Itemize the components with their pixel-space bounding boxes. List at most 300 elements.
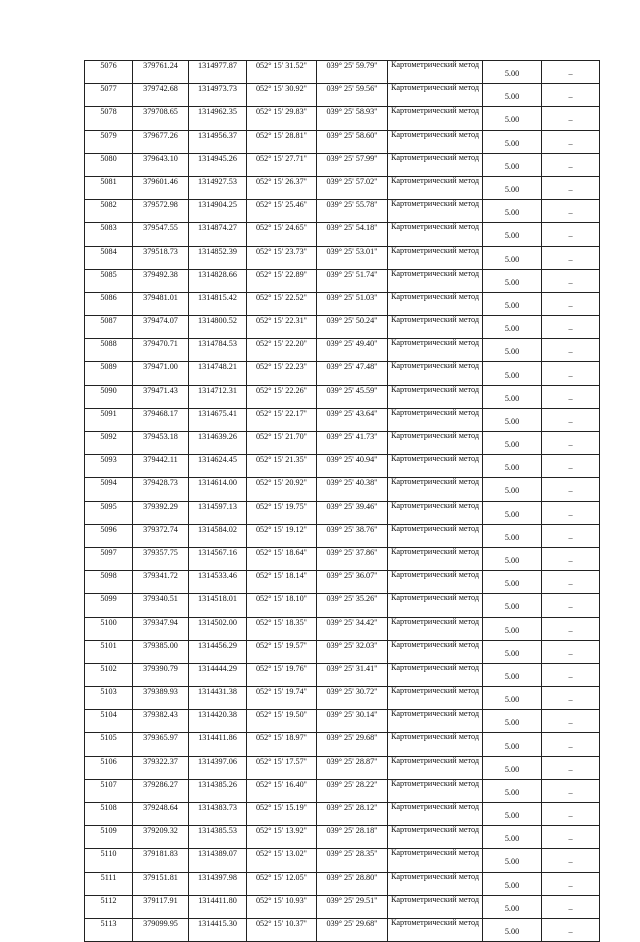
latitude-cell: 052° 15' 27.71"	[247, 153, 317, 176]
method-cell: Картометрический метод	[388, 617, 483, 640]
coord-x-cell: 379453.18	[133, 432, 189, 455]
latitude-cell: 052° 15' 19.57"	[247, 640, 317, 663]
longitude-cell: 039° 25' 32.03"	[317, 640, 388, 663]
accuracy-cell: 5.00	[483, 223, 542, 246]
method-cell: Картометрический метод	[388, 849, 483, 872]
note-cell: –	[542, 292, 600, 315]
coord-x-cell: 379347.94	[133, 617, 189, 640]
table-row	[85, 200, 600, 223]
coord-x-cell: 379099.95	[133, 918, 189, 941]
coordinates-table	[84, 60, 600, 942]
coord-x-cell: 379481.01	[133, 292, 189, 315]
table-row	[85, 733, 600, 756]
table-row	[85, 362, 600, 385]
table-row	[85, 478, 600, 501]
latitude-cell: 052° 15' 22.26"	[247, 385, 317, 408]
latitude-cell: 052° 15' 19.12"	[247, 524, 317, 547]
method-cell: Картометрический метод	[388, 687, 483, 710]
coord-x-cell: 379601.46	[133, 176, 189, 199]
accuracy-cell: 5.00	[483, 547, 542, 570]
method-cell: Картометрический метод	[388, 223, 483, 246]
coord-x-cell: 379471.00	[133, 362, 189, 385]
latitude-cell: 052° 15' 29.83"	[247, 107, 317, 130]
point-number-cell: 5112	[85, 895, 133, 918]
accuracy-cell: 5.00	[483, 779, 542, 802]
accuracy-cell: 5.00	[483, 640, 542, 663]
coord-x-cell: 379677.26	[133, 130, 189, 153]
longitude-cell: 039° 25' 58.60"	[317, 130, 388, 153]
note-cell: –	[542, 362, 600, 385]
accuracy-cell: 5.00	[483, 200, 542, 223]
coord-x-cell: 379340.51	[133, 594, 189, 617]
point-number-cell: 5111	[85, 872, 133, 895]
note-cell: –	[542, 455, 600, 478]
accuracy-cell: 5.00	[483, 84, 542, 107]
coord-y-cell: 1314904.25	[189, 200, 247, 223]
accuracy-cell: 5.00	[483, 455, 542, 478]
accuracy-cell: 5.00	[483, 524, 542, 547]
table-row	[85, 153, 600, 176]
point-number-cell: 5083	[85, 223, 133, 246]
point-number-cell: 5110	[85, 849, 133, 872]
latitude-cell: 052° 15' 18.64"	[247, 547, 317, 570]
longitude-cell: 039° 25' 58.93"	[317, 107, 388, 130]
method-cell: Картометрический метод	[388, 153, 483, 176]
method-cell: Картометрический метод	[388, 269, 483, 292]
coord-y-cell: 1314852.39	[189, 246, 247, 269]
method-cell: Картометрический метод	[388, 779, 483, 802]
latitude-cell: 052° 15' 17.57"	[247, 756, 317, 779]
table-row	[85, 756, 600, 779]
coord-x-cell: 379518.73	[133, 246, 189, 269]
accuracy-cell: 5.00	[483, 501, 542, 524]
method-cell: Картометрический метод	[388, 408, 483, 431]
latitude-cell: 052° 15' 10.93"	[247, 895, 317, 918]
table-row	[85, 223, 600, 246]
longitude-cell: 039° 25' 50.24"	[317, 316, 388, 339]
coord-x-cell: 379248.64	[133, 803, 189, 826]
note-cell: –	[542, 687, 600, 710]
note-cell: –	[542, 478, 600, 501]
coord-x-cell: 379390.79	[133, 663, 189, 686]
latitude-cell: 052° 15' 12.05"	[247, 872, 317, 895]
note-cell: –	[542, 733, 600, 756]
note-cell: –	[542, 501, 600, 524]
method-cell: Картометрический метод	[388, 803, 483, 826]
accuracy-cell: 5.00	[483, 176, 542, 199]
latitude-cell: 052° 15' 19.74"	[247, 687, 317, 710]
accuracy-cell: 5.00	[483, 153, 542, 176]
coord-y-cell: 1314431.38	[189, 687, 247, 710]
point-number-cell: 5081	[85, 176, 133, 199]
latitude-cell: 052° 15' 19.50"	[247, 710, 317, 733]
table-row	[85, 316, 600, 339]
table-row	[85, 918, 600, 941]
note-cell: –	[542, 223, 600, 246]
note-cell: –	[542, 710, 600, 733]
note-cell: –	[542, 176, 600, 199]
accuracy-cell: 5.00	[483, 918, 542, 941]
latitude-cell: 052° 15' 19.75"	[247, 501, 317, 524]
coord-y-cell: 1314828.66	[189, 269, 247, 292]
coord-y-cell: 1314748.21	[189, 362, 247, 385]
coord-y-cell: 1314397.98	[189, 872, 247, 895]
point-number-cell: 5109	[85, 826, 133, 849]
point-number-cell: 5088	[85, 339, 133, 362]
coord-y-cell: 1314927.53	[189, 176, 247, 199]
latitude-cell: 052° 15' 21.70"	[247, 432, 317, 455]
coord-y-cell: 1314874.27	[189, 223, 247, 246]
coord-y-cell: 1314639.26	[189, 432, 247, 455]
latitude-cell: 052° 15' 22.52"	[247, 292, 317, 315]
table-row	[85, 849, 600, 872]
table-row	[85, 432, 600, 455]
method-cell: Картометрический метод	[388, 176, 483, 199]
longitude-cell: 039° 25' 28.22"	[317, 779, 388, 802]
point-number-cell: 5085	[85, 269, 133, 292]
latitude-cell: 052° 15' 18.10"	[247, 594, 317, 617]
table-row	[85, 292, 600, 315]
accuracy-cell: 5.00	[483, 756, 542, 779]
method-cell: Картометрический метод	[388, 663, 483, 686]
accuracy-cell: 5.00	[483, 872, 542, 895]
coord-x-cell: 379442.11	[133, 455, 189, 478]
longitude-cell: 039° 25' 47.48"	[317, 362, 388, 385]
method-cell: Картометрический метод	[388, 895, 483, 918]
longitude-cell: 039° 25' 57.99"	[317, 153, 388, 176]
table-row	[85, 594, 600, 617]
longitude-cell: 039° 25' 34.42"	[317, 617, 388, 640]
point-number-cell: 5090	[85, 385, 133, 408]
latitude-cell: 052° 15' 31.52"	[247, 61, 317, 84]
method-cell: Картометрический метод	[388, 84, 483, 107]
longitude-cell: 039° 25' 59.56"	[317, 84, 388, 107]
method-cell: Картометрический метод	[388, 640, 483, 663]
coord-x-cell: 379286.27	[133, 779, 189, 802]
point-number-cell: 5103	[85, 687, 133, 710]
latitude-cell: 052° 15' 18.14"	[247, 571, 317, 594]
table-row	[85, 571, 600, 594]
method-cell: Картометрический метод	[388, 571, 483, 594]
table-row	[85, 61, 600, 84]
latitude-cell: 052° 15' 10.37"	[247, 918, 317, 941]
coord-x-cell: 379389.93	[133, 687, 189, 710]
table-row	[85, 501, 600, 524]
note-cell: –	[542, 872, 600, 895]
table-row	[85, 176, 600, 199]
point-number-cell: 5086	[85, 292, 133, 315]
table-row	[85, 617, 600, 640]
latitude-cell: 052° 15' 13.92"	[247, 826, 317, 849]
coord-y-cell: 1314411.86	[189, 733, 247, 756]
note-cell: –	[542, 594, 600, 617]
table-row	[85, 640, 600, 663]
coord-x-cell: 379392.29	[133, 501, 189, 524]
accuracy-cell: 5.00	[483, 432, 542, 455]
point-number-cell: 5089	[85, 362, 133, 385]
method-cell: Картометрический метод	[388, 362, 483, 385]
coord-y-cell: 1314415.30	[189, 918, 247, 941]
note-cell: –	[542, 918, 600, 941]
coord-y-cell: 1314456.29	[189, 640, 247, 663]
latitude-cell: 052° 15' 18.97"	[247, 733, 317, 756]
longitude-cell: 039° 25' 49.40"	[317, 339, 388, 362]
longitude-cell: 039° 25' 28.80"	[317, 872, 388, 895]
accuracy-cell: 5.00	[483, 269, 542, 292]
table-row	[85, 246, 600, 269]
coord-x-cell: 379468.17	[133, 408, 189, 431]
latitude-cell: 052° 15' 21.35"	[247, 455, 317, 478]
longitude-cell: 039° 25' 29.68"	[317, 918, 388, 941]
coord-y-cell: 1314420.38	[189, 710, 247, 733]
accuracy-cell: 5.00	[483, 710, 542, 733]
point-number-cell: 5096	[85, 524, 133, 547]
table-row	[85, 547, 600, 570]
coord-y-cell: 1314567.16	[189, 547, 247, 570]
coord-y-cell: 1314945.26	[189, 153, 247, 176]
coord-x-cell: 379470.71	[133, 339, 189, 362]
point-number-cell: 5094	[85, 478, 133, 501]
coord-x-cell: 379365.97	[133, 733, 189, 756]
note-cell: –	[542, 339, 600, 362]
coord-y-cell: 1314385.53	[189, 826, 247, 849]
longitude-cell: 039° 25' 45.59"	[317, 385, 388, 408]
method-cell: Картометрический метод	[388, 200, 483, 223]
latitude-cell: 052° 15' 19.76"	[247, 663, 317, 686]
accuracy-cell: 5.00	[483, 849, 542, 872]
table-row	[85, 524, 600, 547]
coord-y-cell: 1314397.06	[189, 756, 247, 779]
point-number-cell: 5093	[85, 455, 133, 478]
note-cell: –	[542, 200, 600, 223]
coord-y-cell: 1314584.02	[189, 524, 247, 547]
coord-x-cell: 379209.32	[133, 826, 189, 849]
longitude-cell: 039° 25' 29.51"	[317, 895, 388, 918]
table-body	[85, 61, 600, 942]
longitude-cell: 039° 25' 41.73"	[317, 432, 388, 455]
note-cell: –	[542, 617, 600, 640]
table-row	[85, 107, 600, 130]
longitude-cell: 039° 25' 28.12"	[317, 803, 388, 826]
latitude-cell: 052° 15' 22.31"	[247, 316, 317, 339]
point-number-cell: 5091	[85, 408, 133, 431]
accuracy-cell: 5.00	[483, 246, 542, 269]
coord-x-cell: 379643.10	[133, 153, 189, 176]
table-row	[85, 84, 600, 107]
note-cell: –	[542, 385, 600, 408]
point-number-cell: 5076	[85, 61, 133, 84]
note-cell: –	[542, 432, 600, 455]
table-row	[85, 663, 600, 686]
note-cell: –	[542, 756, 600, 779]
point-number-cell: 5104	[85, 710, 133, 733]
method-cell: Картометрический метод	[388, 478, 483, 501]
accuracy-cell: 5.00	[483, 316, 542, 339]
coord-x-cell: 379322.37	[133, 756, 189, 779]
table-row	[85, 895, 600, 918]
coord-y-cell: 1314389.07	[189, 849, 247, 872]
longitude-cell: 039° 25' 55.78"	[317, 200, 388, 223]
note-cell: –	[542, 547, 600, 570]
coord-y-cell: 1314675.41	[189, 408, 247, 431]
longitude-cell: 039° 25' 59.79"	[317, 61, 388, 84]
coord-y-cell: 1314502.00	[189, 617, 247, 640]
accuracy-cell: 5.00	[483, 339, 542, 362]
method-cell: Картометрический метод	[388, 733, 483, 756]
accuracy-cell: 5.00	[483, 826, 542, 849]
note-cell: –	[542, 826, 600, 849]
latitude-cell: 052° 15' 15.19"	[247, 803, 317, 826]
method-cell: Картометрический метод	[388, 130, 483, 153]
coord-y-cell: 1314962.35	[189, 107, 247, 130]
latitude-cell: 052° 15' 26.37"	[247, 176, 317, 199]
longitude-cell: 039° 25' 35.26"	[317, 594, 388, 617]
coord-x-cell: 379492.38	[133, 269, 189, 292]
point-number-cell: 5102	[85, 663, 133, 686]
accuracy-cell: 5.00	[483, 571, 542, 594]
note-cell: –	[542, 130, 600, 153]
method-cell: Картометрический метод	[388, 501, 483, 524]
latitude-cell: 052° 15' 25.46"	[247, 200, 317, 223]
longitude-cell: 039° 25' 51.03"	[317, 292, 388, 315]
method-cell: Картометрический метод	[388, 710, 483, 733]
point-number-cell: 5100	[85, 617, 133, 640]
method-cell: Картометрический метод	[388, 61, 483, 84]
longitude-cell: 039° 25' 30.14"	[317, 710, 388, 733]
latitude-cell: 052° 15' 22.17"	[247, 408, 317, 431]
table-row	[85, 779, 600, 802]
coord-y-cell: 1314518.01	[189, 594, 247, 617]
coord-y-cell: 1314973.73	[189, 84, 247, 107]
note-cell: –	[542, 571, 600, 594]
coord-x-cell: 379341.72	[133, 571, 189, 594]
latitude-cell: 052° 15' 18.35"	[247, 617, 317, 640]
latitude-cell: 052° 15' 30.92"	[247, 84, 317, 107]
coord-x-cell: 379372.74	[133, 524, 189, 547]
longitude-cell: 039° 25' 36.07"	[317, 571, 388, 594]
longitude-cell: 039° 25' 37.86"	[317, 547, 388, 570]
point-number-cell: 5107	[85, 779, 133, 802]
method-cell: Картометрический метод	[388, 872, 483, 895]
accuracy-cell: 5.00	[483, 733, 542, 756]
coord-x-cell: 379742.68	[133, 84, 189, 107]
latitude-cell: 052° 15' 22.20"	[247, 339, 317, 362]
point-number-cell: 5079	[85, 130, 133, 153]
method-cell: Картометрический метод	[388, 316, 483, 339]
method-cell: Картометрический метод	[388, 246, 483, 269]
coord-y-cell: 1314977.87	[189, 61, 247, 84]
table-row	[85, 269, 600, 292]
table-row	[85, 687, 600, 710]
accuracy-cell: 5.00	[483, 663, 542, 686]
point-number-cell: 5082	[85, 200, 133, 223]
method-cell: Картометрический метод	[388, 594, 483, 617]
coord-x-cell: 379547.55	[133, 223, 189, 246]
longitude-cell: 039° 25' 40.38"	[317, 478, 388, 501]
latitude-cell: 052° 15' 13.02"	[247, 849, 317, 872]
method-cell: Картометрический метод	[388, 455, 483, 478]
point-number-cell: 5101	[85, 640, 133, 663]
latitude-cell: 052° 15' 23.73"	[247, 246, 317, 269]
note-cell: –	[542, 316, 600, 339]
point-number-cell: 5095	[85, 501, 133, 524]
method-cell: Картометрический метод	[388, 385, 483, 408]
point-number-cell: 5087	[85, 316, 133, 339]
coord-y-cell: 1314784.53	[189, 339, 247, 362]
coord-x-cell: 379385.00	[133, 640, 189, 663]
longitude-cell: 039° 25' 54.18"	[317, 223, 388, 246]
note-cell: –	[542, 803, 600, 826]
point-number-cell: 5097	[85, 547, 133, 570]
note-cell: –	[542, 849, 600, 872]
method-cell: Картометрический метод	[388, 547, 483, 570]
note-cell: –	[542, 269, 600, 292]
note-cell: –	[542, 663, 600, 686]
longitude-cell: 039° 25' 28.87"	[317, 756, 388, 779]
coord-y-cell: 1314533.46	[189, 571, 247, 594]
coord-x-cell: 379382.43	[133, 710, 189, 733]
coord-x-cell: 379357.75	[133, 547, 189, 570]
note-cell: –	[542, 408, 600, 431]
method-cell: Картометрический метод	[388, 524, 483, 547]
longitude-cell: 039° 25' 57.02"	[317, 176, 388, 199]
coord-x-cell: 379572.98	[133, 200, 189, 223]
coord-x-cell: 379471.43	[133, 385, 189, 408]
point-number-cell: 5108	[85, 803, 133, 826]
longitude-cell: 039° 25' 28.18"	[317, 826, 388, 849]
latitude-cell: 052° 15' 28.81"	[247, 130, 317, 153]
method-cell: Картометрический метод	[388, 756, 483, 779]
longitude-cell: 039° 25' 38.76"	[317, 524, 388, 547]
accuracy-cell: 5.00	[483, 408, 542, 431]
latitude-cell: 052° 15' 24.65"	[247, 223, 317, 246]
point-number-cell: 5099	[85, 594, 133, 617]
accuracy-cell: 5.00	[483, 478, 542, 501]
table-row	[85, 455, 600, 478]
table-row	[85, 339, 600, 362]
longitude-cell: 039° 25' 31.41"	[317, 663, 388, 686]
coord-y-cell: 1314815.42	[189, 292, 247, 315]
coord-x-cell: 379117.91	[133, 895, 189, 918]
longitude-cell: 039° 25' 29.68"	[317, 733, 388, 756]
accuracy-cell: 5.00	[483, 687, 542, 710]
note-cell: –	[542, 779, 600, 802]
longitude-cell: 039° 25' 51.74"	[317, 269, 388, 292]
accuracy-cell: 5.00	[483, 803, 542, 826]
table-row	[85, 130, 600, 153]
table-row	[85, 872, 600, 895]
note-cell: –	[542, 246, 600, 269]
coord-x-cell: 379474.07	[133, 316, 189, 339]
latitude-cell: 052° 15' 22.89"	[247, 269, 317, 292]
coord-x-cell: 379181.83	[133, 849, 189, 872]
method-cell: Картометрический метод	[388, 292, 483, 315]
coord-y-cell: 1314385.26	[189, 779, 247, 802]
point-number-cell: 5092	[85, 432, 133, 455]
accuracy-cell: 5.00	[483, 362, 542, 385]
accuracy-cell: 5.00	[483, 130, 542, 153]
table-row	[85, 826, 600, 849]
note-cell: –	[542, 61, 600, 84]
note-cell: –	[542, 895, 600, 918]
longitude-cell: 039° 25' 43.64"	[317, 408, 388, 431]
longitude-cell: 039° 25' 30.72"	[317, 687, 388, 710]
accuracy-cell: 5.00	[483, 594, 542, 617]
latitude-cell: 052° 15' 22.23"	[247, 362, 317, 385]
coord-x-cell: 379428.73	[133, 478, 189, 501]
coord-y-cell: 1314956.37	[189, 130, 247, 153]
method-cell: Картометрический метод	[388, 826, 483, 849]
